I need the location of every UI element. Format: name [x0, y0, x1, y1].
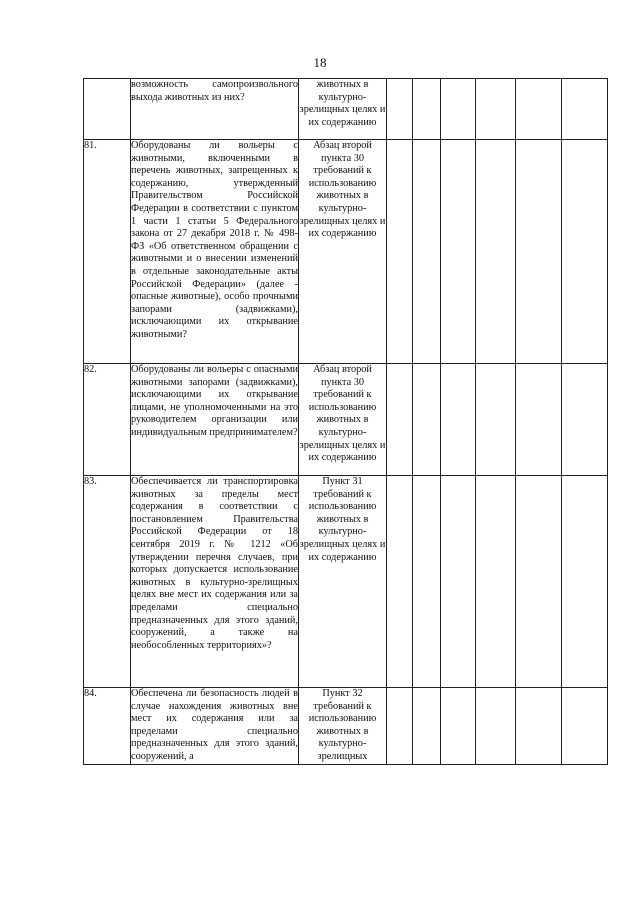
table-row: [84, 364, 608, 476]
notes-cell: [516, 140, 562, 364]
answer-cell-no: [413, 476, 441, 688]
answer-cell-yes: [387, 476, 413, 688]
row-question: Оборудованы ли вольеры с животными, включенными в перечень животных, запрещенных к содержанию, утвержденный Правительством Российской Федерации в соответствии с пунктом 1 части 1 статьи 5 Федерального закона от 27 декабря 2018 г. № 498-ФЗ «Об ответственном обращении с животными и о внесении изменений в отдельные законодательные акты Российской Федерации» (далее - опасные животные), особо прочными запорами (задвижками), исключающими их открывание животными?: [131, 140, 299, 364]
answer-cell-na: [441, 140, 476, 364]
answer-cell-extra: [476, 476, 516, 688]
row-reference: Абзац второй пункта 30 требований к использованию животных в культурно-зрелищных целях и их содержанию: [299, 364, 387, 476]
notes-cell: [562, 79, 608, 140]
row-reference: Пункт 32 требований к использованию животных в культурно-зрелищных: [299, 688, 387, 765]
table-row: [84, 79, 608, 140]
row-question: возможность самопроизвольного выхода животных из них?: [131, 79, 299, 140]
table-row: [84, 688, 608, 765]
notes-cell: [516, 476, 562, 688]
answer-cell-na: [441, 476, 476, 688]
answer-cell-yes: [387, 364, 413, 476]
notes-cell: [516, 79, 562, 140]
table-row: [84, 476, 608, 688]
answer-cell-na: [441, 688, 476, 765]
answer-cell-na: [441, 364, 476, 476]
row-question: Оборудованы ли вольеры с опасными животными запорами (задвижками), исключающими их открывание лицами, не уполномоченными на это руководителем организации или индивидуальным предпринимателем?: [131, 364, 299, 476]
notes-cell: [562, 140, 608, 364]
answer-cell-extra: [476, 140, 516, 364]
notes-cell: [562, 476, 608, 688]
row-number: 82.: [84, 364, 131, 476]
table-row: [84, 140, 608, 364]
row-question: Обеспечивается ли транспортировка животных за пределы мест содержания в соответствии с постановлением Правительства Российской Федерации от 18 сентября 2019 г. № 1212 «Об утверждении перечня случаев, при которых допускается использование животных в культурно-зрелищных целях вне мест их содержания или за пределами специально предназначенных для этого зданий, сооружений, а также на необособленных территориях»?: [131, 476, 299, 688]
row-reference: животных в культурно-зрелищных целях и их содержанию: [299, 79, 387, 140]
notes-cell: [562, 364, 608, 476]
answer-cell-extra: [476, 79, 516, 140]
page-number: 18: [313, 55, 327, 70]
row-reference: Пункт 31 требований к использованию животных в культурно-зрелищных целях и их содержанию: [299, 476, 387, 688]
answer-cell-yes: [387, 688, 413, 765]
answer-cell-extra: [476, 688, 516, 765]
answer-cell-yes: [387, 79, 413, 140]
notes-cell: [562, 688, 608, 765]
row-reference: Абзац второй пункта 30 требований к использованию животных в культурно-зрелищных целях и их содержанию: [299, 140, 387, 364]
checklist-table: [83, 78, 608, 765]
answer-cell-na: [441, 79, 476, 140]
answer-cell-no: [413, 364, 441, 476]
row-question: Обеспечена ли безопасность людей в случае нахождения животных вне мест их содержания или за пределами специально предназначенных для этого зданий, сооружений, а: [131, 688, 299, 765]
answer-cell-extra: [476, 364, 516, 476]
notes-cell: [516, 364, 562, 476]
row-number: 84.: [84, 688, 131, 765]
row-number: 81.: [84, 140, 131, 364]
answer-cell-no: [413, 688, 441, 765]
answer-cell-no: [413, 79, 441, 140]
notes-cell: [516, 688, 562, 765]
row-number: [84, 79, 131, 140]
answer-cell-yes: [387, 140, 413, 364]
row-number: 83.: [84, 476, 131, 688]
answer-cell-no: [413, 140, 441, 364]
